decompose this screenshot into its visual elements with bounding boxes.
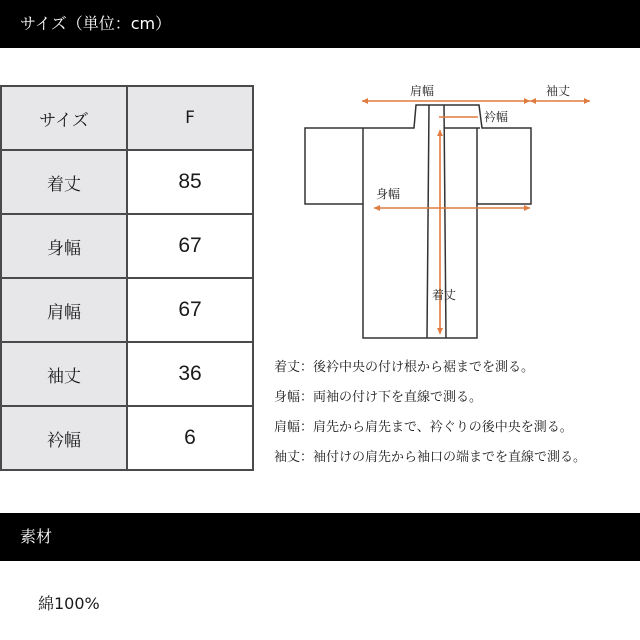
row-value: 6 [127,406,253,470]
row-label: 衿幅 [1,406,127,470]
garment-outline [305,105,531,338]
note-shoulder: 肩幅：肩先から肩先まで、衿ぐりの後中央を測る。 [274,420,573,435]
table-row [1,214,253,278]
table-row [1,150,253,214]
shoulder-label: 肩幅 [410,84,435,98]
material-section-title: 素材 [20,527,53,546]
row-label: 身幅 [1,214,127,278]
note-body-width: 身幅：両袖の付け下を直線で測る。 [274,390,483,405]
row-value: 85 [127,150,253,214]
row-value: 67 [127,214,253,278]
note-length: 着丈：後衿中央の付け根から裾までを測る。 [274,360,535,375]
body-width-label: 身幅 [376,187,401,201]
shoulder-arrow-left [362,98,368,104]
row-label: 肩幅 [1,278,127,342]
sleeve-label: 袖丈 [546,84,571,98]
table-header-value: F [127,86,253,150]
length-arrow-top [437,130,443,136]
row-value: 36 [127,342,253,406]
table-header-label: サイズ [1,86,127,150]
size-section-header [0,0,640,48]
garment-diagram [290,80,610,350]
length-arrow-bottom [437,328,443,334]
left-collar-band [427,105,429,338]
sleeve-arrow-left [530,98,536,104]
length-label: 着丈 [432,288,457,302]
collar-label: 衿幅 [484,110,509,124]
material-value: 綿100% [38,594,100,613]
sleeve-arrow-right [584,98,590,104]
size-section-title: サイズ（単位：cm） [20,14,172,33]
row-value: 67 [127,278,253,342]
row-label: 袖丈 [1,342,127,406]
body-width-arrow-right [524,205,530,211]
size-table [0,85,254,471]
table-row [1,342,253,406]
shoulder-arrow-right [524,98,530,104]
table-row [1,278,253,342]
note-sleeve: 袖丈：袖付けの肩先から袖口の端までを直線で測る。 [274,450,587,465]
table-header-row [1,86,253,150]
row-label: 着丈 [1,150,127,214]
material-section-header [0,513,640,561]
measurement-notes [274,357,586,477]
body-width-arrow-left [374,205,380,211]
table-row [1,406,253,470]
right-collar-band [444,105,446,338]
